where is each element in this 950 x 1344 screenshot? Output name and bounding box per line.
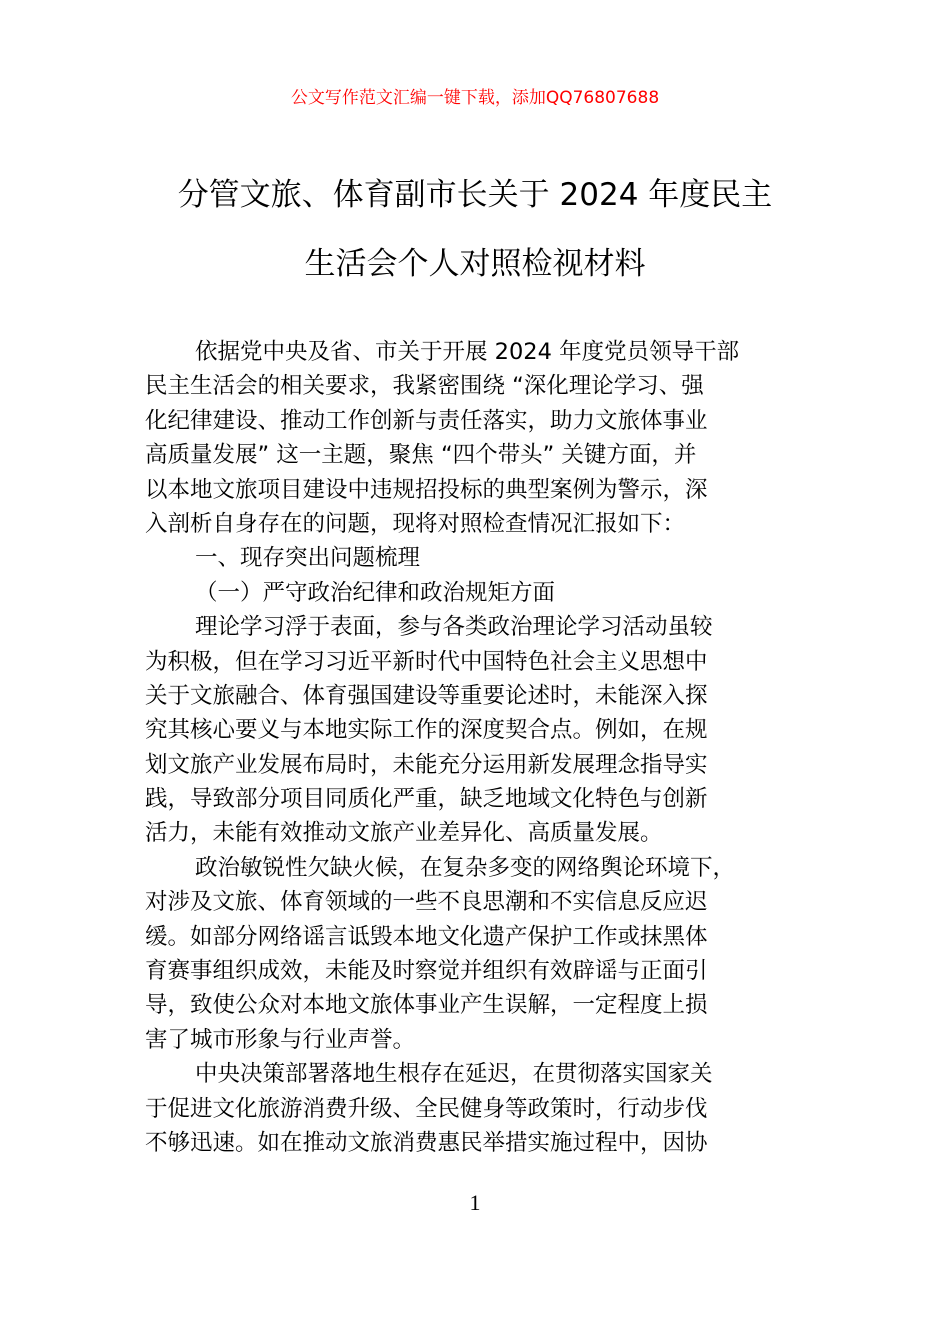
paragraph-line: 活力，未能有效推动文旅产业差异化、高质量发展。 [145,820,663,847]
paragraph-line: 入剖析自身存在的问题，现将对照检查情况汇报如下： [145,510,686,537]
paragraph-line: 不够迅速。如在推动文旅消费惠民举措实施过程中，因协 [145,1129,708,1156]
body-text [145,335,811,1160]
paragraph-line: 害了城市形象与行业声誉。 [145,1026,416,1053]
paragraph-line: 以本地文旅项目建设中违规招投标的典型案例为警示，深 [145,476,708,503]
paragraph-line: 究其核心要义与本地实际工作的深度契合点。例如，在规 [145,717,708,744]
paragraph-line: 践，导致部分项目同质化严重，缺乏地域文化特色与创新 [145,786,708,813]
paragraph-line: 化纪律建设、推动工作创新与责任落实，助力文旅体事业 [145,407,708,434]
document-title-line-1: 分管文旅、体育副市长关于 2024 年度民主 [177,177,773,213]
download-notice: 公文写作范文汇编一键下载，添加QQ76807688 [290,88,660,108]
paragraph-line: 于促进文化旅游消费升级、全民健身等政策时，行动步伐 [145,1095,708,1122]
paragraph-line: 关于文旅融合、体育强国建设等重要论述时，未能深入探 [145,682,708,709]
paragraph-line: 中央决策部署落地生根存在延迟，在贯彻落实国家关 [195,1061,713,1088]
page-number: 1 [469,1190,481,1215]
paragraph-line: 民主生活会的相关要求，我紧密围绕 “深化理论学习、强 [145,373,704,400]
paragraph-line: 理论学习浮于表面，参与各类政治理论学习活动虽较 [195,614,713,641]
paragraph-line: 高质量发展” 这一主题，聚焦 “四个带头” 关键方面，并 [145,442,697,469]
paragraph-line: 依据党中央及省、市关于开展 2024 年度党员领导干部 [195,339,740,365]
subsection-heading: （一）严守政治纪律和政治规矩方面 [195,579,556,606]
paragraph-line: 划文旅产业发展布局时，未能充分运用新发展理念指导实 [145,751,708,778]
paragraph-line: 育赛事组织成效，未能及时察觉并组织有效辟谣与正面引 [145,958,708,985]
paragraph-line: 对涉及文旅、体育领域的一些不良思潮和不实信息反应迟 [145,889,708,916]
paragraph-line: 导，致使公众对本地文旅体事业产生误解，一定程度上损 [145,992,708,1019]
paragraph-line: 政治敏锐性欠缺火候，在复杂多变的网络舆论环境下， [195,854,736,881]
paragraph-line: 为积极，但在学习习近平新时代中国特色社会主义思想中 [145,648,708,675]
paragraph-line: 缓。如部分网络谣言诋毁本地文化遗产保护工作或抹黑体 [145,923,708,950]
document-title-line-2: 生活会个人对照检视材料 [304,246,646,282]
section-heading: 一、现存突出问题梳理 [195,545,421,572]
